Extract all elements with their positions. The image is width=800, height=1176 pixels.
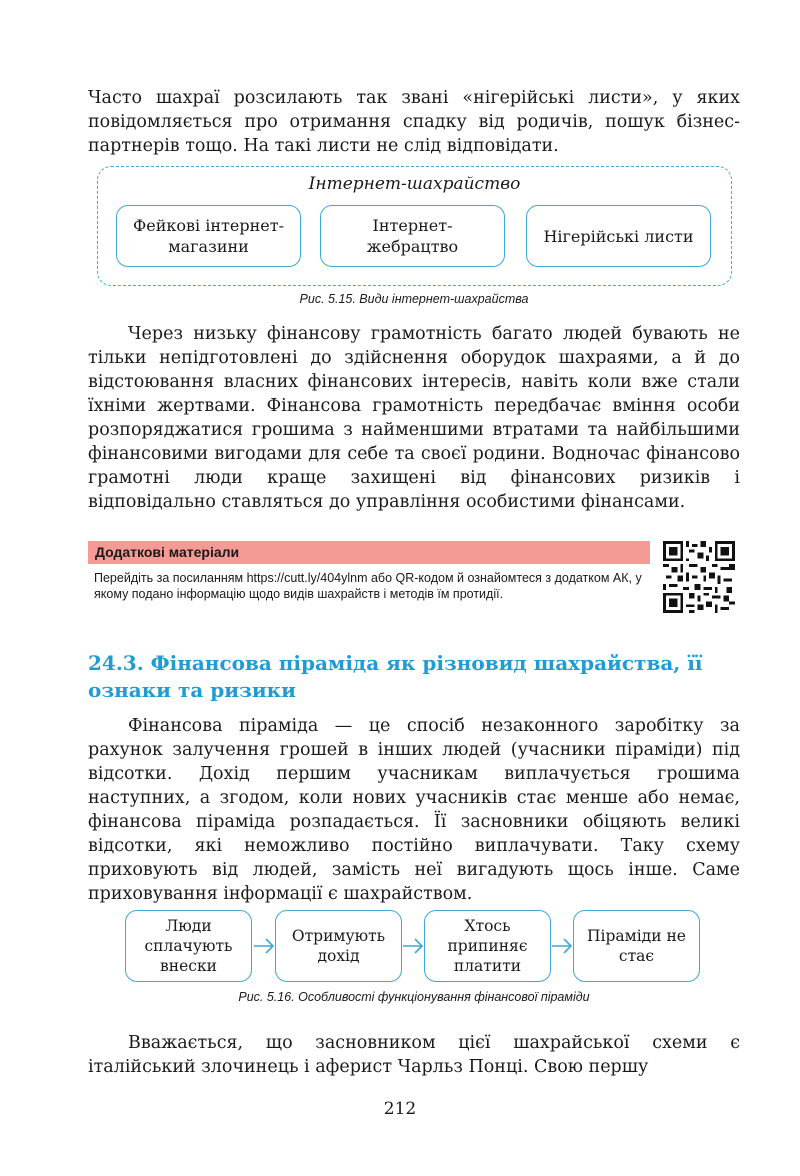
ponzi-paragraph: Вважається, що засновником цієї шахрайської схеми є італійський злочинець і аферист Чарльз Понці. Свою першу	[88, 1033, 740, 1077]
flow-step-box: Отримують дохід	[275, 910, 402, 982]
figure-caption: Рис. 5.16. Особливості функціонування фінансової піраміди	[238, 990, 590, 1004]
flow-step-box: Піраміди не стає	[573, 910, 700, 982]
arrow-right-icon	[402, 934, 424, 958]
arrow-right-icon	[253, 934, 275, 958]
fraud-type-box: Фейкові інтернет-магазини	[116, 205, 301, 267]
arrow-right-icon	[551, 934, 573, 958]
fraud-type-box: Нігерійські листи	[526, 205, 711, 267]
literacy-paragraph: Через низьку фінансову грамотність багато людей бувають не тільки непідготовлені до здійснення оборудок шахраями, а й до відстоювання власних фінансових інтересів, навіть коли вже стали їхніми жертвами. Фінансова грамотність передбачає вміння особи розпоряджатися грошима з найменшими втратами та найбільшими фінансовими вигодами для себе та своєї родини. Водночас фінансово грамотні люди краще захищені від фінансових ризиків і відповідально ставляться до управління особистими фінансами.	[88, 324, 740, 512]
intro-paragraph: Часто шахраї розсилають так звані «нігерійські листи», у яких повідомляється про отримання спадку від родичів, пошук бізнес-партнерів тощо. На такі листи не слід відповідати.	[88, 88, 740, 156]
flow-step-box: Хтось припиняє платити	[424, 910, 551, 982]
flow-step-box: Люди сплачують внески	[125, 910, 252, 982]
figure-caption: Рис. 5.15. Види інтернет-шахрайства	[299, 292, 529, 306]
pyramid-paragraph: Фінансова піраміда — це спосіб незаконного заробітку за рахунок залучення грошей в інших людей (учасники піраміди) під відсотки. Дохід першим учасникам виплачується грошима наступних, а згодом, коли нових учасників стає менше або немає, фінансова піраміда розпадається. Її засновники обіцяють великі відсотки, які неможливо постійно виплачувати. Таку схему приховують від людей, замість неї вигадують щось інше. Саме приховування інформації є шахрайством.	[88, 716, 740, 904]
figure-heading: Інтернет-шахрайство	[308, 174, 521, 194]
qr-code-icon[interactable]	[663, 541, 735, 613]
page-number: 212	[383, 1099, 417, 1119]
fraud-type-box: Інтернет-жебрацтво	[320, 205, 505, 267]
additional-materials-title: Додаткові матеріали	[88, 541, 650, 564]
additional-materials-text: Перейдіть за посиланням https://cutt.ly/404ylnm або QR-кодом й ознайомтеся з додатком АК, у якому подано інформацію щодо видів шахрайств і методів їм протидії.	[94, 571, 642, 601]
section-heading: 24.3. Фінансова піраміда як різновид шахрайства, її ознаки та ризики	[88, 651, 703, 702]
